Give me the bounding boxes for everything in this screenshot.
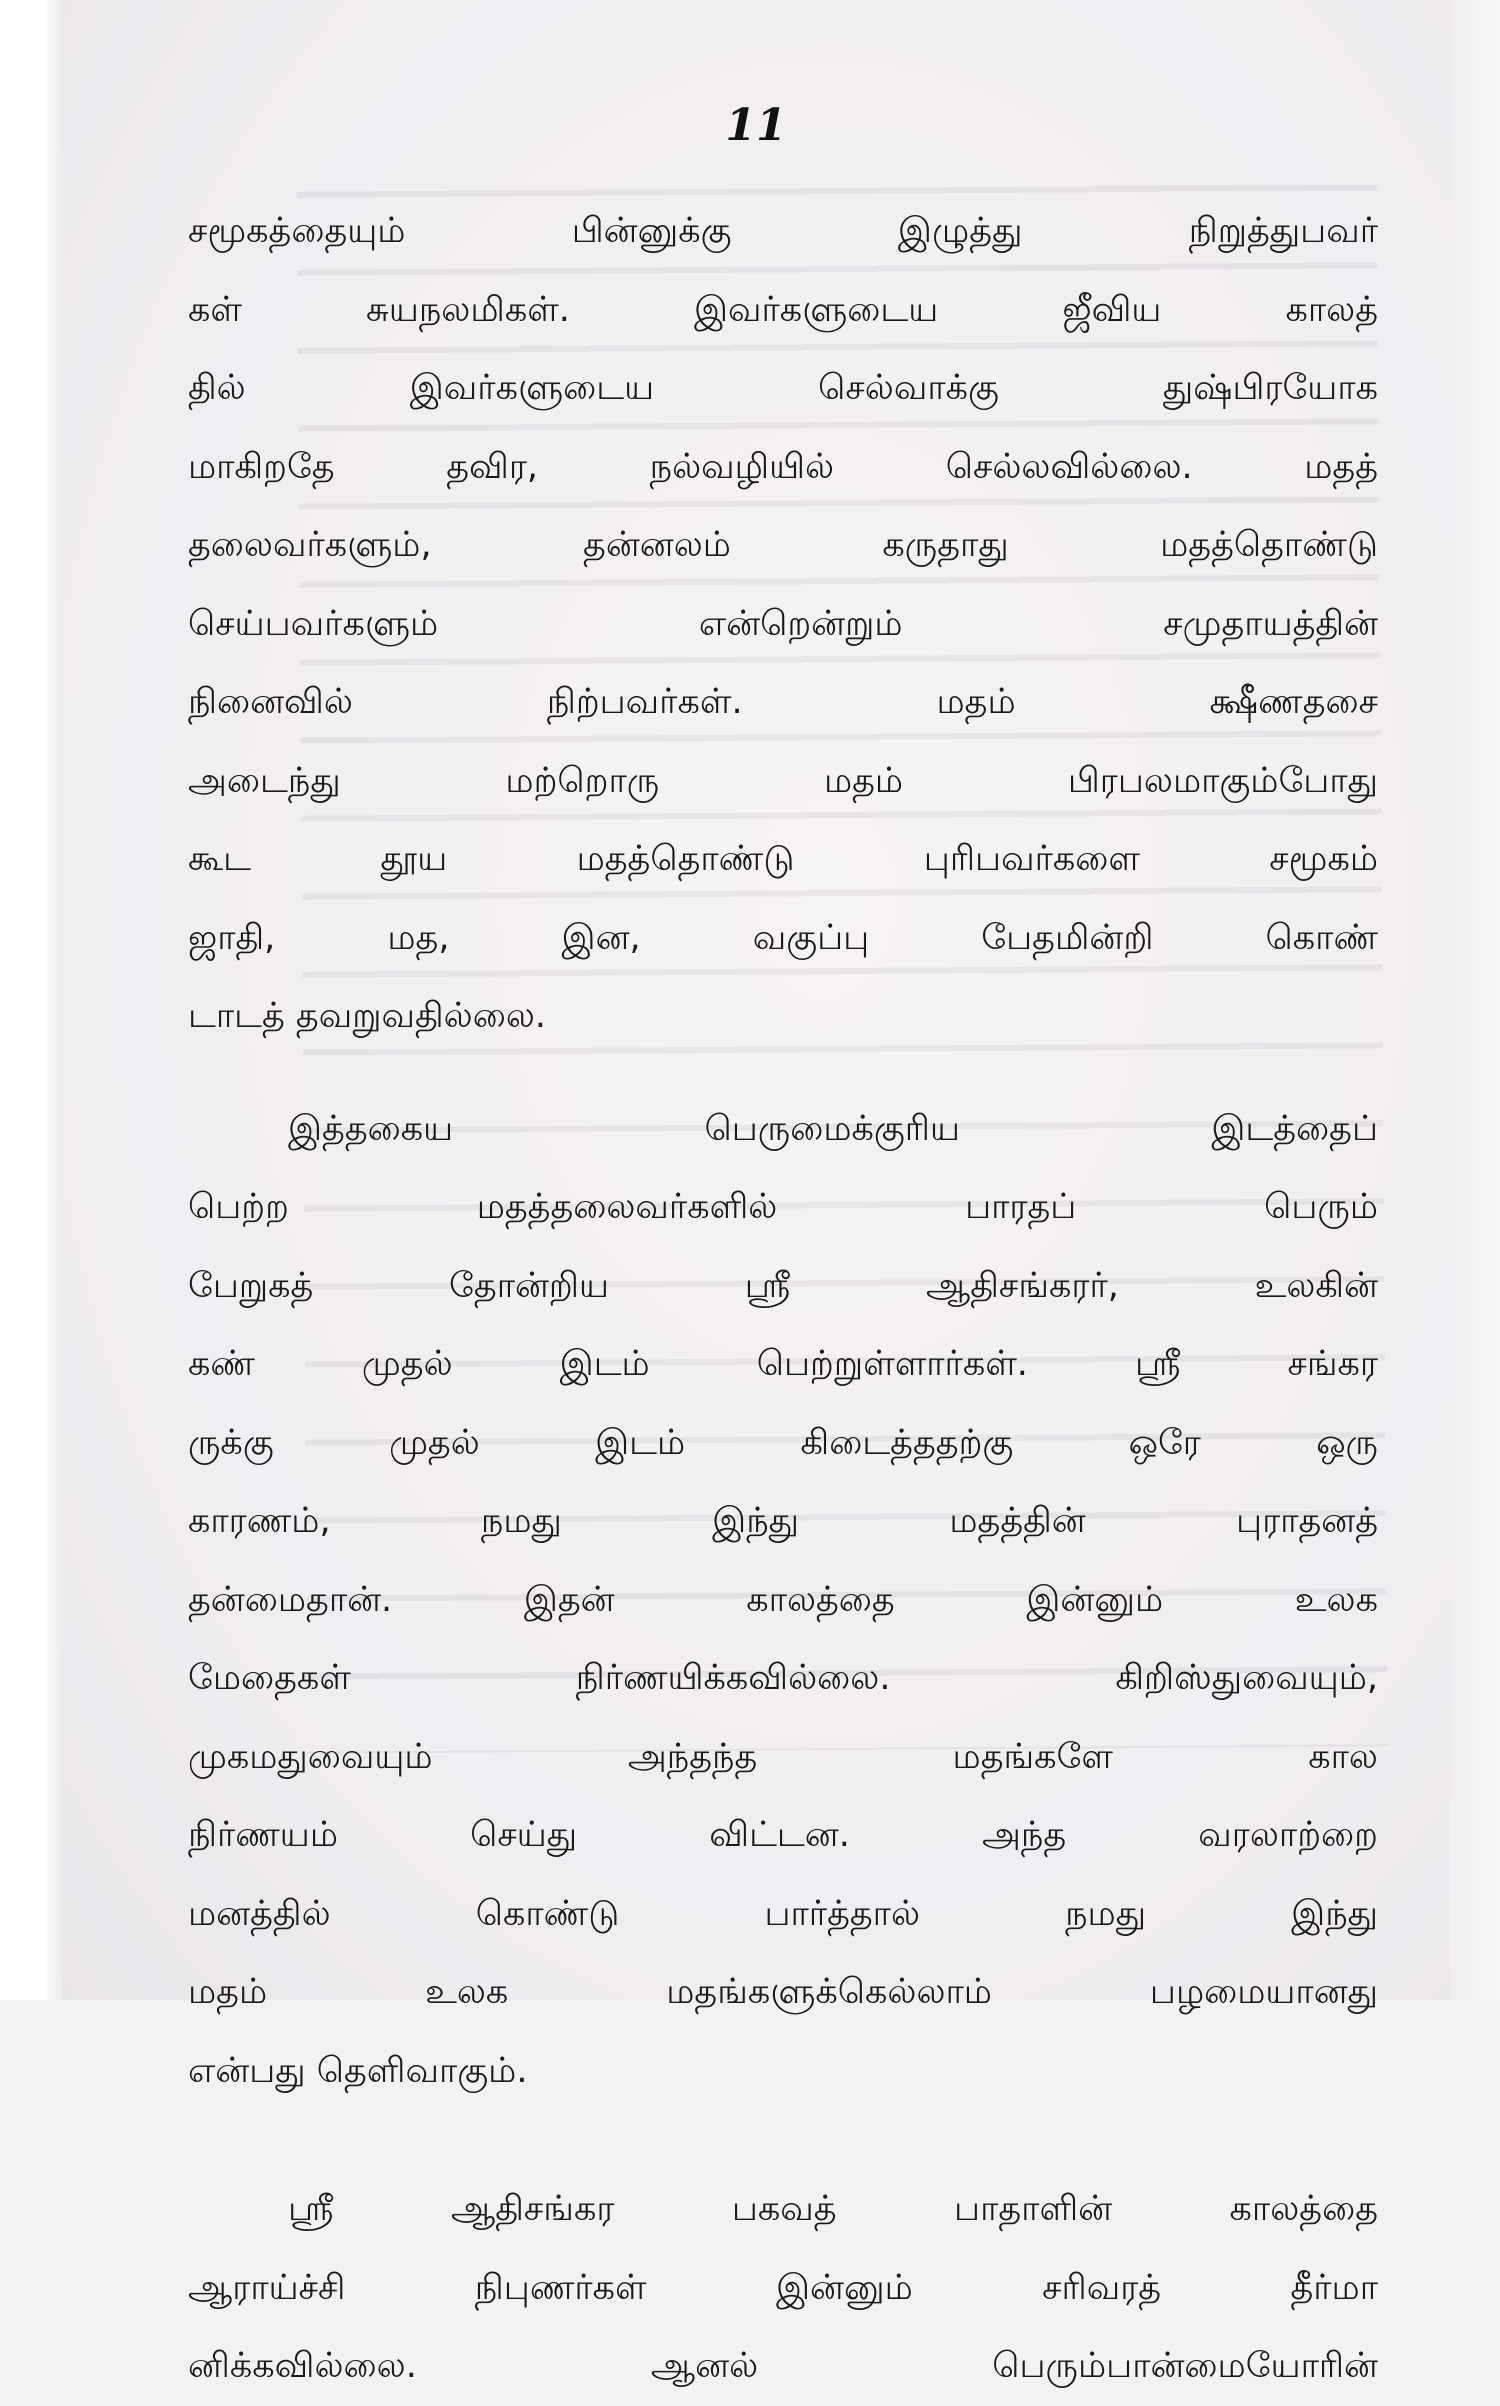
text-line: முகமதுவையும் அந்தந்த மதங்களே கால: [188, 1736, 1378, 1777]
paragraph-gap: [188, 1056, 1378, 1090]
text-line: மனத்தில் கொண்டு பார்த்தால் நமது இந்து: [188, 1893, 1378, 1934]
text-line: கண் முதல் இடம் பெற்றுள்ளார்கள். ஸ்ரீ சங்கர: [188, 1344, 1378, 1384]
text-line: தில் இவர்களுடைய செல்வாக்கு துஷ்பிரயோக: [188, 368, 1378, 408]
page-number: 11: [725, 100, 787, 151]
paragraph-gap: [188, 2110, 1378, 2170]
paragraph-1: [188, 192, 1378, 1056]
text-line: காரணம், நமது இந்து மதத்தின் புராதனத்: [188, 1501, 1378, 1541]
text-line: என்பது தெளிவாகும்.: [188, 2050, 528, 2091]
text-line: தலைவர்களும், தன்னலம் கருதாது மதத்தொண்டு: [188, 525, 1378, 565]
text-line: னிக்கவில்லை. ஆனல் பெரும்பான்மையோரின்: [188, 2346, 1378, 2386]
text-line: ஆராய்ச்சி நிபுணர்கள் இன்னும் சரிவரத் தீர்மா: [188, 2267, 1378, 2308]
text-line: கள் சுயநலமிகள். இவர்களுடைய ஜீவிய காலத்: [188, 289, 1378, 330]
body-text: [188, 192, 1378, 2406]
text-line: இத்தகைய பெருமைக்குரிய இடத்தைப்: [288, 1108, 1378, 1149]
text-line: செய்பவர்களும் என்றென்றும் சமுதாயத்தின்: [188, 603, 1378, 644]
scan-margin-left: [0, 0, 62, 2000]
paragraph-2: [188, 1090, 1378, 2111]
text-line: மதம் உலக மதங்களுக்கெல்லாம் பழமையானது: [188, 1972, 1378, 2012]
book-page: [62, 0, 1450, 2386]
text-line: நினைவில் நிற்பவர்கள். மதம் க்ஷீணதசை: [188, 682, 1378, 722]
text-line: கூட தூய மதத்தொண்டு புரிபவர்களை சமூகம்: [188, 839, 1378, 879]
text-line: ருக்கு முதல் இடம் கிடைத்ததற்கு ஒரே ஒரு: [188, 1422, 1378, 1463]
text-line: பேறுகத் தோன்றிய ஸ்ரீ ஆதிசங்கரர், உலகின்: [188, 1265, 1378, 1306]
text-line: அடைந்து மற்றொரு மதம் பிரபலமாகும்போது: [188, 760, 1378, 801]
text-line: மேதைகள் நிர்ணயிக்கவில்லை. கிறிஸ்துவையும்,: [188, 1658, 1378, 1698]
text-line: பெற்ற மதத்தலைவர்களில் பாரதப் பெரும்: [188, 1187, 1378, 1227]
text-line: தன்மைதான். இதன் காலத்தை இன்னும் உலக: [188, 1579, 1378, 1620]
text-line: நிர்ணயம் செய்து விட்டன. அந்த வரலாற்றை: [188, 1815, 1378, 1855]
text-line: ஸ்ரீ ஆதிசங்கர பகவத் பாதாளின் காலத்தை: [288, 2189, 1378, 2229]
text-line: ஜாதி, மத, இன, வகுப்பு பேதமின்றி கொண்: [188, 917, 1378, 958]
text-line: டாடத் தவறுவதில்லை.: [188, 996, 546, 1036]
scan-margin-right: [1450, 0, 1500, 2000]
paragraph-3: [188, 2170, 1378, 2406]
text-line: மாகிறதே தவிர, நல்வழியில் செல்லவில்லை. மதத்: [188, 446, 1378, 487]
text-line: சமூகத்தையும் பின்னுக்கு இழுத்து நிறுத்துபவர்: [188, 211, 1378, 251]
